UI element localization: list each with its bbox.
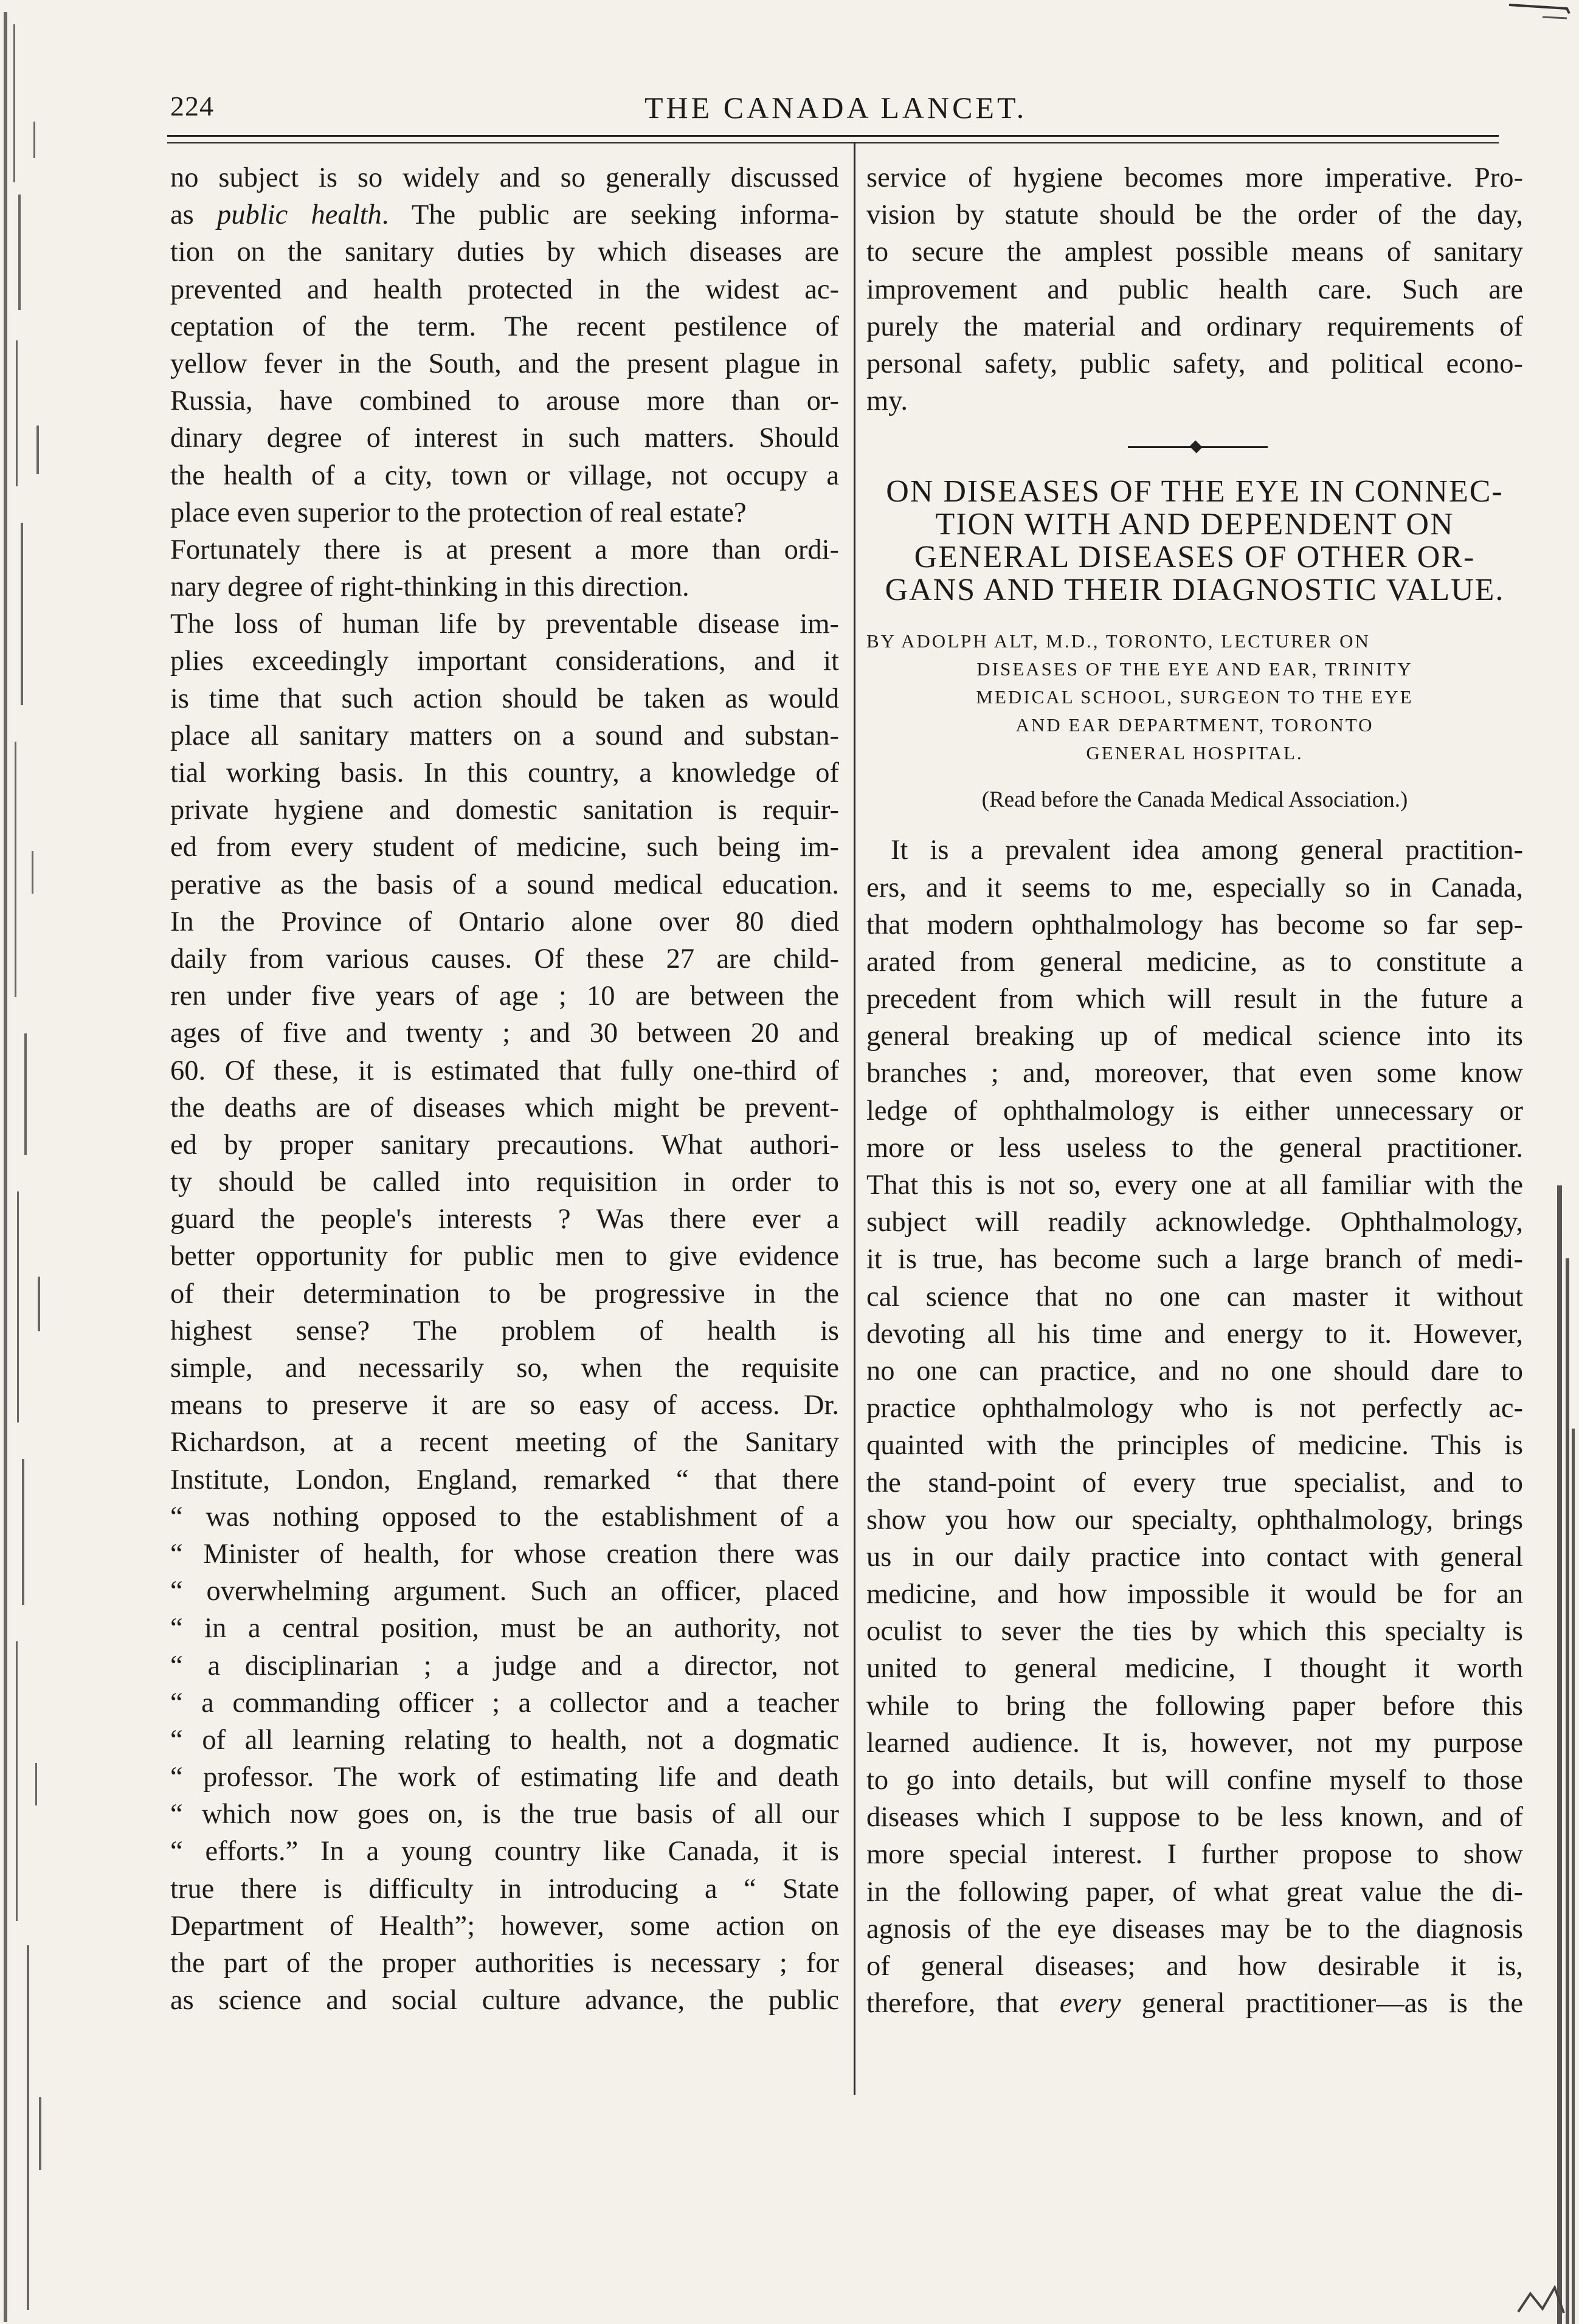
continued-text — [866, 159, 1523, 419]
text-line: plies exceedingly important considerations, and it — [170, 646, 839, 677]
text-line: learned audience. It is, however, not my purpose — [866, 1727, 1523, 1759]
left-column — [170, 159, 839, 2019]
text-line: precedent from which will result in the future a — [866, 984, 1523, 1015]
text-line: cal science that no one can master it without — [866, 1281, 1523, 1312]
text-line: ledge of ophthalmology is either unnecessary or — [866, 1095, 1523, 1126]
text-line: it is true, has become such a large branch of medi- — [866, 1244, 1523, 1275]
text-line: nary degree of right-thinking in this direction. — [170, 571, 689, 603]
text-line: medicine, and how impossible it would be for an — [866, 1579, 1523, 1610]
text-line: “ efforts.” In a young country like Canada, it is — [170, 1836, 839, 1867]
article-body — [866, 832, 1523, 2022]
section-divider — [866, 419, 1523, 473]
text-line: the part of the proper authorities is necessary ; for — [170, 1948, 839, 1979]
text-line: 60. Of these, it is estimated that fully one-third of — [170, 1055, 839, 1086]
text-line: means to preserve it are so easy of access. Dr. — [170, 1390, 839, 1421]
running-head: THE CANADA LANCET. — [644, 91, 1028, 125]
text-line: while to bring the following paper before this — [866, 1690, 1523, 1722]
text-line: united to general medicine, I thought it worth — [866, 1653, 1523, 1684]
text-line: personal safety, public safety, and political econo- — [866, 348, 1523, 379]
header-rule — [167, 135, 1499, 137]
byline-line: BY ADOLPH ALT, M.D., TORONTO, LECTURER ON — [866, 630, 1370, 652]
text-line: perative as the basis of a sound medical education. — [170, 869, 839, 900]
article-title — [866, 475, 1523, 607]
read-note: (Read before the Canada Medical Association.) — [981, 787, 1408, 813]
page-number: 224 — [170, 91, 214, 122]
text-line: to go into details, but will confine myself to those — [866, 1765, 1523, 1796]
text-line: no subject is so widely and so generally discussed — [170, 162, 839, 193]
text-line: “ Minister of health, for whose creation there was — [170, 1538, 839, 1570]
text-line: “ a disciplinarian ; a judge and a director, not — [170, 1650, 839, 1681]
text-line: that modern ophthalmology has become so far sep- — [866, 909, 1523, 940]
text-line: simple, and necessarily so, when the requisite — [170, 1353, 839, 1384]
text-line: ers, and it seems to me, especially so in Canada, — [866, 872, 1523, 903]
text-line: tion on the sanitary duties by which diseases are — [170, 236, 839, 268]
text-line: the health of a city, town or village, not occupy a — [170, 460, 839, 491]
title-line: GANS AND THEIR DIAGNOSTIC VALUE. — [885, 573, 1505, 608]
text-line: subject will readily acknowledge. Ophthalmology, — [866, 1207, 1523, 1238]
text-line: no one can practice, and no one should dare to — [866, 1355, 1523, 1387]
byline-line: DISEASES OF THE EYE AND EAR, TRINITY — [976, 658, 1413, 680]
text-line: more special interest. I further propose to show — [866, 1839, 1523, 1871]
text-line: diseases which I suppose to be less known, and of — [866, 1802, 1523, 1833]
text-line: tial working basis. In this country, a knowledge of — [170, 757, 839, 788]
text-line: in the following paper, of what great value the di- — [866, 1876, 1523, 1908]
text-line: better opportunity for public men to give evidence — [170, 1241, 839, 1272]
text-line: practice ophthalmology who is not perfectly ac- — [866, 1393, 1523, 1424]
text-line: oculist to sever the ties by which this specialty is — [866, 1616, 1523, 1647]
text-line: place all sanitary matters on a sound and substan- — [170, 720, 839, 751]
text-line: “ overwhelming argument. Such an officer, placed — [170, 1576, 839, 1607]
text-line: general breaking up of medical science into its — [866, 1021, 1523, 1052]
section-divider-ornament-icon — [1189, 441, 1202, 453]
text-line: agnosis of the eye diseases may be to the diagnosis — [866, 1913, 1523, 1945]
text-line: quainted with the principles of medicine. This is — [866, 1430, 1523, 1461]
article-byline — [866, 627, 1523, 767]
text-line: “ was nothing opposed to the establishment of a — [170, 1501, 839, 1533]
text-line: us in our daily practice into contact with general — [866, 1541, 1523, 1573]
text-line: the deaths are of diseases which might be prevent- — [170, 1092, 839, 1123]
text-line: That this is not so, every one at all familiar with the — [866, 1170, 1523, 1201]
text-line: “ in a central position, must be an authority, not — [170, 1613, 839, 1644]
text-line: branches ; and, moreover, that even some know — [866, 1058, 1523, 1089]
text-line: purely the material and ordinary requirements of — [866, 311, 1523, 342]
text-line: ceptation of the term. The recent pestilence of — [170, 311, 839, 342]
text-line: of general diseases; and how desirable it is, — [866, 1950, 1523, 1982]
text-line: highest sense? The problem of health is — [170, 1315, 839, 1346]
text-line: prevented and health protected in the widest ac- — [170, 274, 839, 305]
text-line: of their determination to be progressive in the — [170, 1278, 839, 1309]
text-line: arated from general medicine, as to constitute a — [866, 946, 1523, 978]
byline-line: AND EAR DEPARTMENT, TORONTO — [1015, 714, 1374, 736]
text-line: service of hygiene becomes more imperative. Pro- — [866, 162, 1523, 193]
text-line: Fortunately there is at present a more than ordi- — [170, 534, 839, 565]
text-line: improvement and public health care. Such are — [866, 274, 1523, 305]
text-line: In the Province of Ontario alone over 80 died — [170, 906, 839, 937]
title-line: ON DISEASES OF THE EYE IN CONNEC- — [886, 474, 1504, 509]
byline-line: GENERAL HOSPITAL. — [1086, 742, 1304, 764]
text-line: more or less useless to the general practitioner. — [866, 1132, 1523, 1164]
right-column — [866, 159, 1523, 2022]
text-line: private hygiene and domestic sanitation is requir- — [170, 795, 839, 826]
title-line: GENERAL DISEASES OF OTHER OR- — [914, 540, 1476, 575]
text-line: “ a commanding officer ; a collector and a teacher — [170, 1687, 839, 1719]
title-line: TION WITH AND DEPENDENT ON — [935, 507, 1454, 542]
text-line: It is a prevalent idea among general practition- — [891, 835, 1523, 866]
text-line: Russia, have combined to arouse more than or- — [170, 385, 839, 417]
text-line: my. — [866, 385, 908, 417]
text-line: dinary degree of interest in such matters. Should — [170, 422, 839, 454]
text-line: ed by proper sanitary precautions. What authori- — [170, 1129, 839, 1160]
text-line: therefore, that every general practitioner—as is the — [866, 1988, 1523, 2019]
scan-corner-mark-bottom — [1512, 2275, 1567, 2318]
text-line: “ professor. The work of estimating life and death — [170, 1762, 839, 1793]
text-line: The loss of human life by preventable disease im- — [170, 609, 839, 640]
text-line: ren under five years of age ; 10 are between the — [170, 981, 839, 1012]
text-line: Institute, London, England, remarked “ that there — [170, 1464, 839, 1495]
scan-edge-right — [1551, 1185, 1579, 2324]
scan-edge-left — [0, 0, 55, 2324]
text-line: true there is difficulty in introducing a “ State — [170, 1873, 839, 1905]
text-line: vision by statute should be the order of the day, — [866, 199, 1523, 231]
text-line: is time that such action should be taken as would — [170, 683, 839, 714]
text-line: “ of all learning relating to health, not a dogmatic — [170, 1724, 839, 1756]
text-line: ages of five and twenty ; and 30 between 20 and — [170, 1018, 839, 1049]
text-line: ty should be called into requisition in order to — [170, 1167, 839, 1198]
text-line: to secure the amplest possible means of sanitary — [866, 236, 1523, 268]
text-line: “ which now goes on, is the true basis of all our — [170, 1799, 839, 1830]
text-line: Department of Health”; however, some action on — [170, 1910, 839, 1942]
text-line: place even superior to the protection of real estate? — [170, 497, 747, 528]
text-line: as public health. The public are seeking informa- — [170, 199, 839, 231]
text-line: daily from various causes. Of these 27 are child- — [170, 943, 839, 974]
text-line: show you how our specialty, ophthalmology, brings — [866, 1504, 1523, 1536]
scan-corner-mark — [1506, 0, 1573, 24]
text-line: devoting all his time and energy to it. However, — [866, 1318, 1523, 1350]
text-line: the stand-point of every true specialist, and to — [866, 1467, 1523, 1498]
text-line: yellow fever in the South, and the present plague in — [170, 348, 839, 379]
column-divider — [854, 143, 855, 2095]
byline-line: MEDICAL SCHOOL, SURGEON TO THE EYE — [976, 686, 1414, 708]
text-line: Richardson, at a recent meeting of the Sanitary — [170, 1427, 839, 1458]
text-line: ed from every student of medicine, such being im- — [170, 832, 839, 863]
header-rule-secondary — [167, 142, 1499, 143]
text-line: guard the people's interests ? Was there ever a — [170, 1204, 839, 1235]
text-line: as science and social culture advance, the public — [170, 1985, 839, 2016]
